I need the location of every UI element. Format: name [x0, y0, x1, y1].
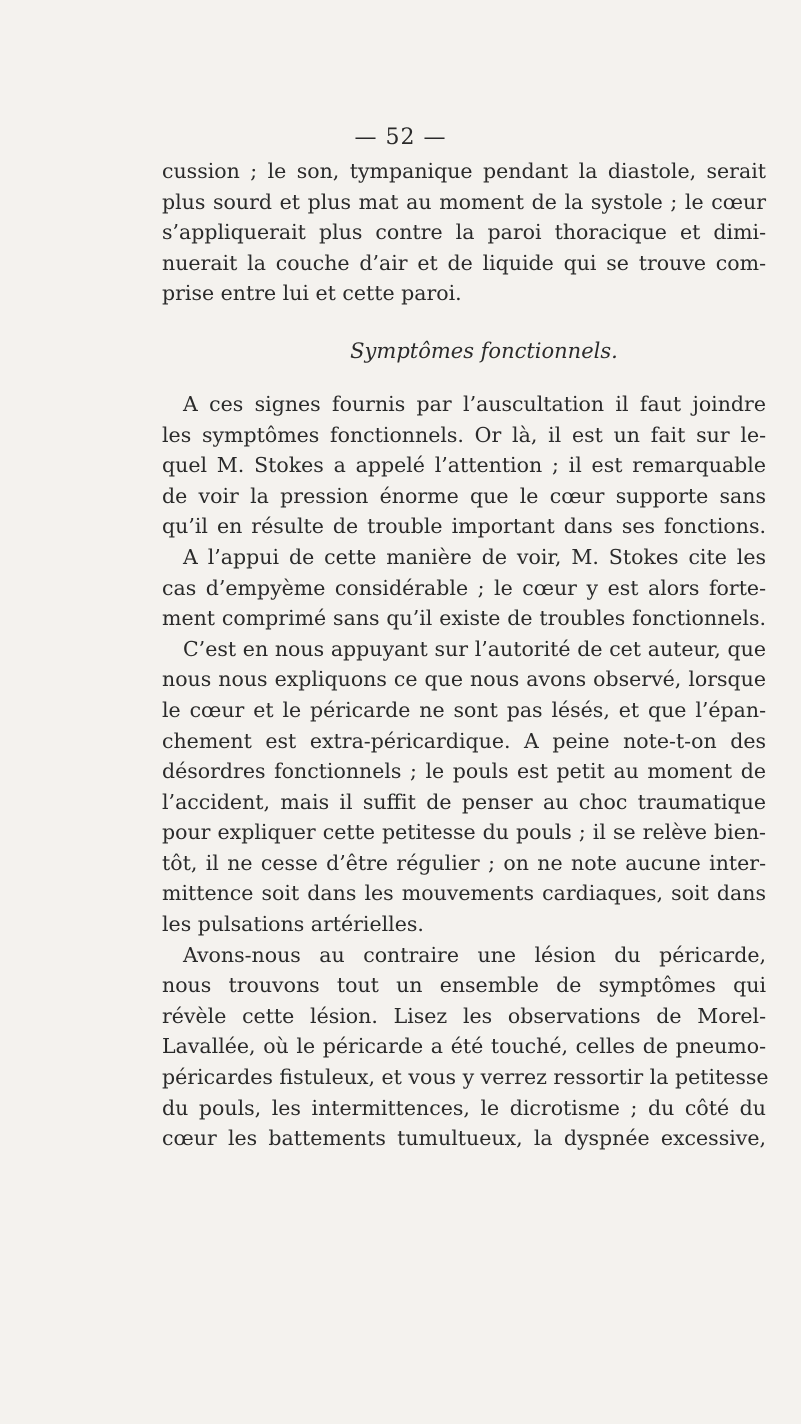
paragraph-2 — [162, 389, 766, 542]
paragraph-5 — [162, 940, 769, 1154]
text-line: les pulsations artérielles. — [162, 912, 424, 937]
text-line: chement est extra-péricardique. A peine note-t-on des — [162, 728, 766, 753]
text-line: le cœur et le péricarde ne sont pas lésés, et que l’épan- — [162, 697, 766, 722]
text-line: s’appliquerait plus contre la paroi thoracique et dimi- — [162, 220, 766, 245]
text-line: l’accident, mais il suffit de penser au choc traumatique — [162, 789, 766, 814]
section-heading: Symptômes fonctionnels. — [350, 338, 618, 363]
text-line: péricardes fistuleux, et vous y verrez ressortir la petitesse — [162, 1065, 769, 1090]
text-line: révèle cette lésion. Lisez les observations de Morel- — [162, 1003, 766, 1028]
text-line: C’est en nous appuyant sur l’autorité de cet auteur, que — [183, 636, 766, 661]
text-line: cœur les battements tumultueux, la dyspnée excessive, — [162, 1126, 766, 1151]
text-line: plus sourd et plus mat au moment de la systole ; le cœur — [162, 189, 766, 214]
text-line: cussion ; le son, tympanique pendant la diastole, serait — [162, 159, 766, 183]
text-line: A l’appui de cette manière de voir, M. Stokes cite les — [183, 544, 766, 569]
page-number: — 52 — — [354, 125, 447, 150]
text-line: de voir la pression énorme que le cœur supporte sans — [162, 483, 766, 508]
text-line: qu’il en résulte de trouble important dans ses fonctions. — [162, 514, 766, 539]
text-line: nuerait la couche d’air et de liquide qui se trouve com- — [162, 250, 766, 275]
text-line: quel M. Stokes a appelé l’attention ; il est remarquable — [162, 453, 766, 478]
text-line: les symptômes fonctionnels. Or là, il est un fait sur le- — [162, 422, 766, 447]
text-line: prise entre lui et cette paroi. — [162, 281, 462, 306]
text-line: A ces signes fournis par l’auscultation il faut joindre — [183, 391, 766, 416]
text-line: du pouls, les intermittences, le dicrotisme ; du côté du — [162, 1095, 766, 1120]
text-line: tôt, il ne cesse d’être régulier ; on ne note aucune inter- — [162, 850, 766, 875]
paragraph-1 — [162, 156, 766, 309]
text-line: cas d’empyème considérable ; le cœur y est alors forte- — [162, 575, 766, 600]
body-text — [162, 156, 769, 1154]
text-line: Lavallée, où le péricarde a été touché, celles de pneumo- — [162, 1034, 766, 1059]
text-line: pour expliquer cette petitesse du pouls ; il se relève bien- — [162, 820, 766, 845]
text-line: désordres fonctionnels ; le pouls est petit au moment de — [162, 759, 766, 784]
text-line: Avons-nous au contraire une lésion du péricarde, — [183, 942, 766, 967]
paragraph-4 — [162, 634, 766, 940]
paragraph-3 — [162, 542, 766, 634]
text-line: nous trouvons tout un ensemble de symptômes qui — [162, 973, 766, 998]
text-line: mittence soit dans les mouvements cardiaques, soit dans — [162, 881, 766, 906]
text-line: nous nous expliquons ce que nous avons observé, lorsque — [162, 667, 766, 692]
text-line: ment comprimé sans qu’il existe de troubles fonctionnels. — [162, 606, 766, 631]
